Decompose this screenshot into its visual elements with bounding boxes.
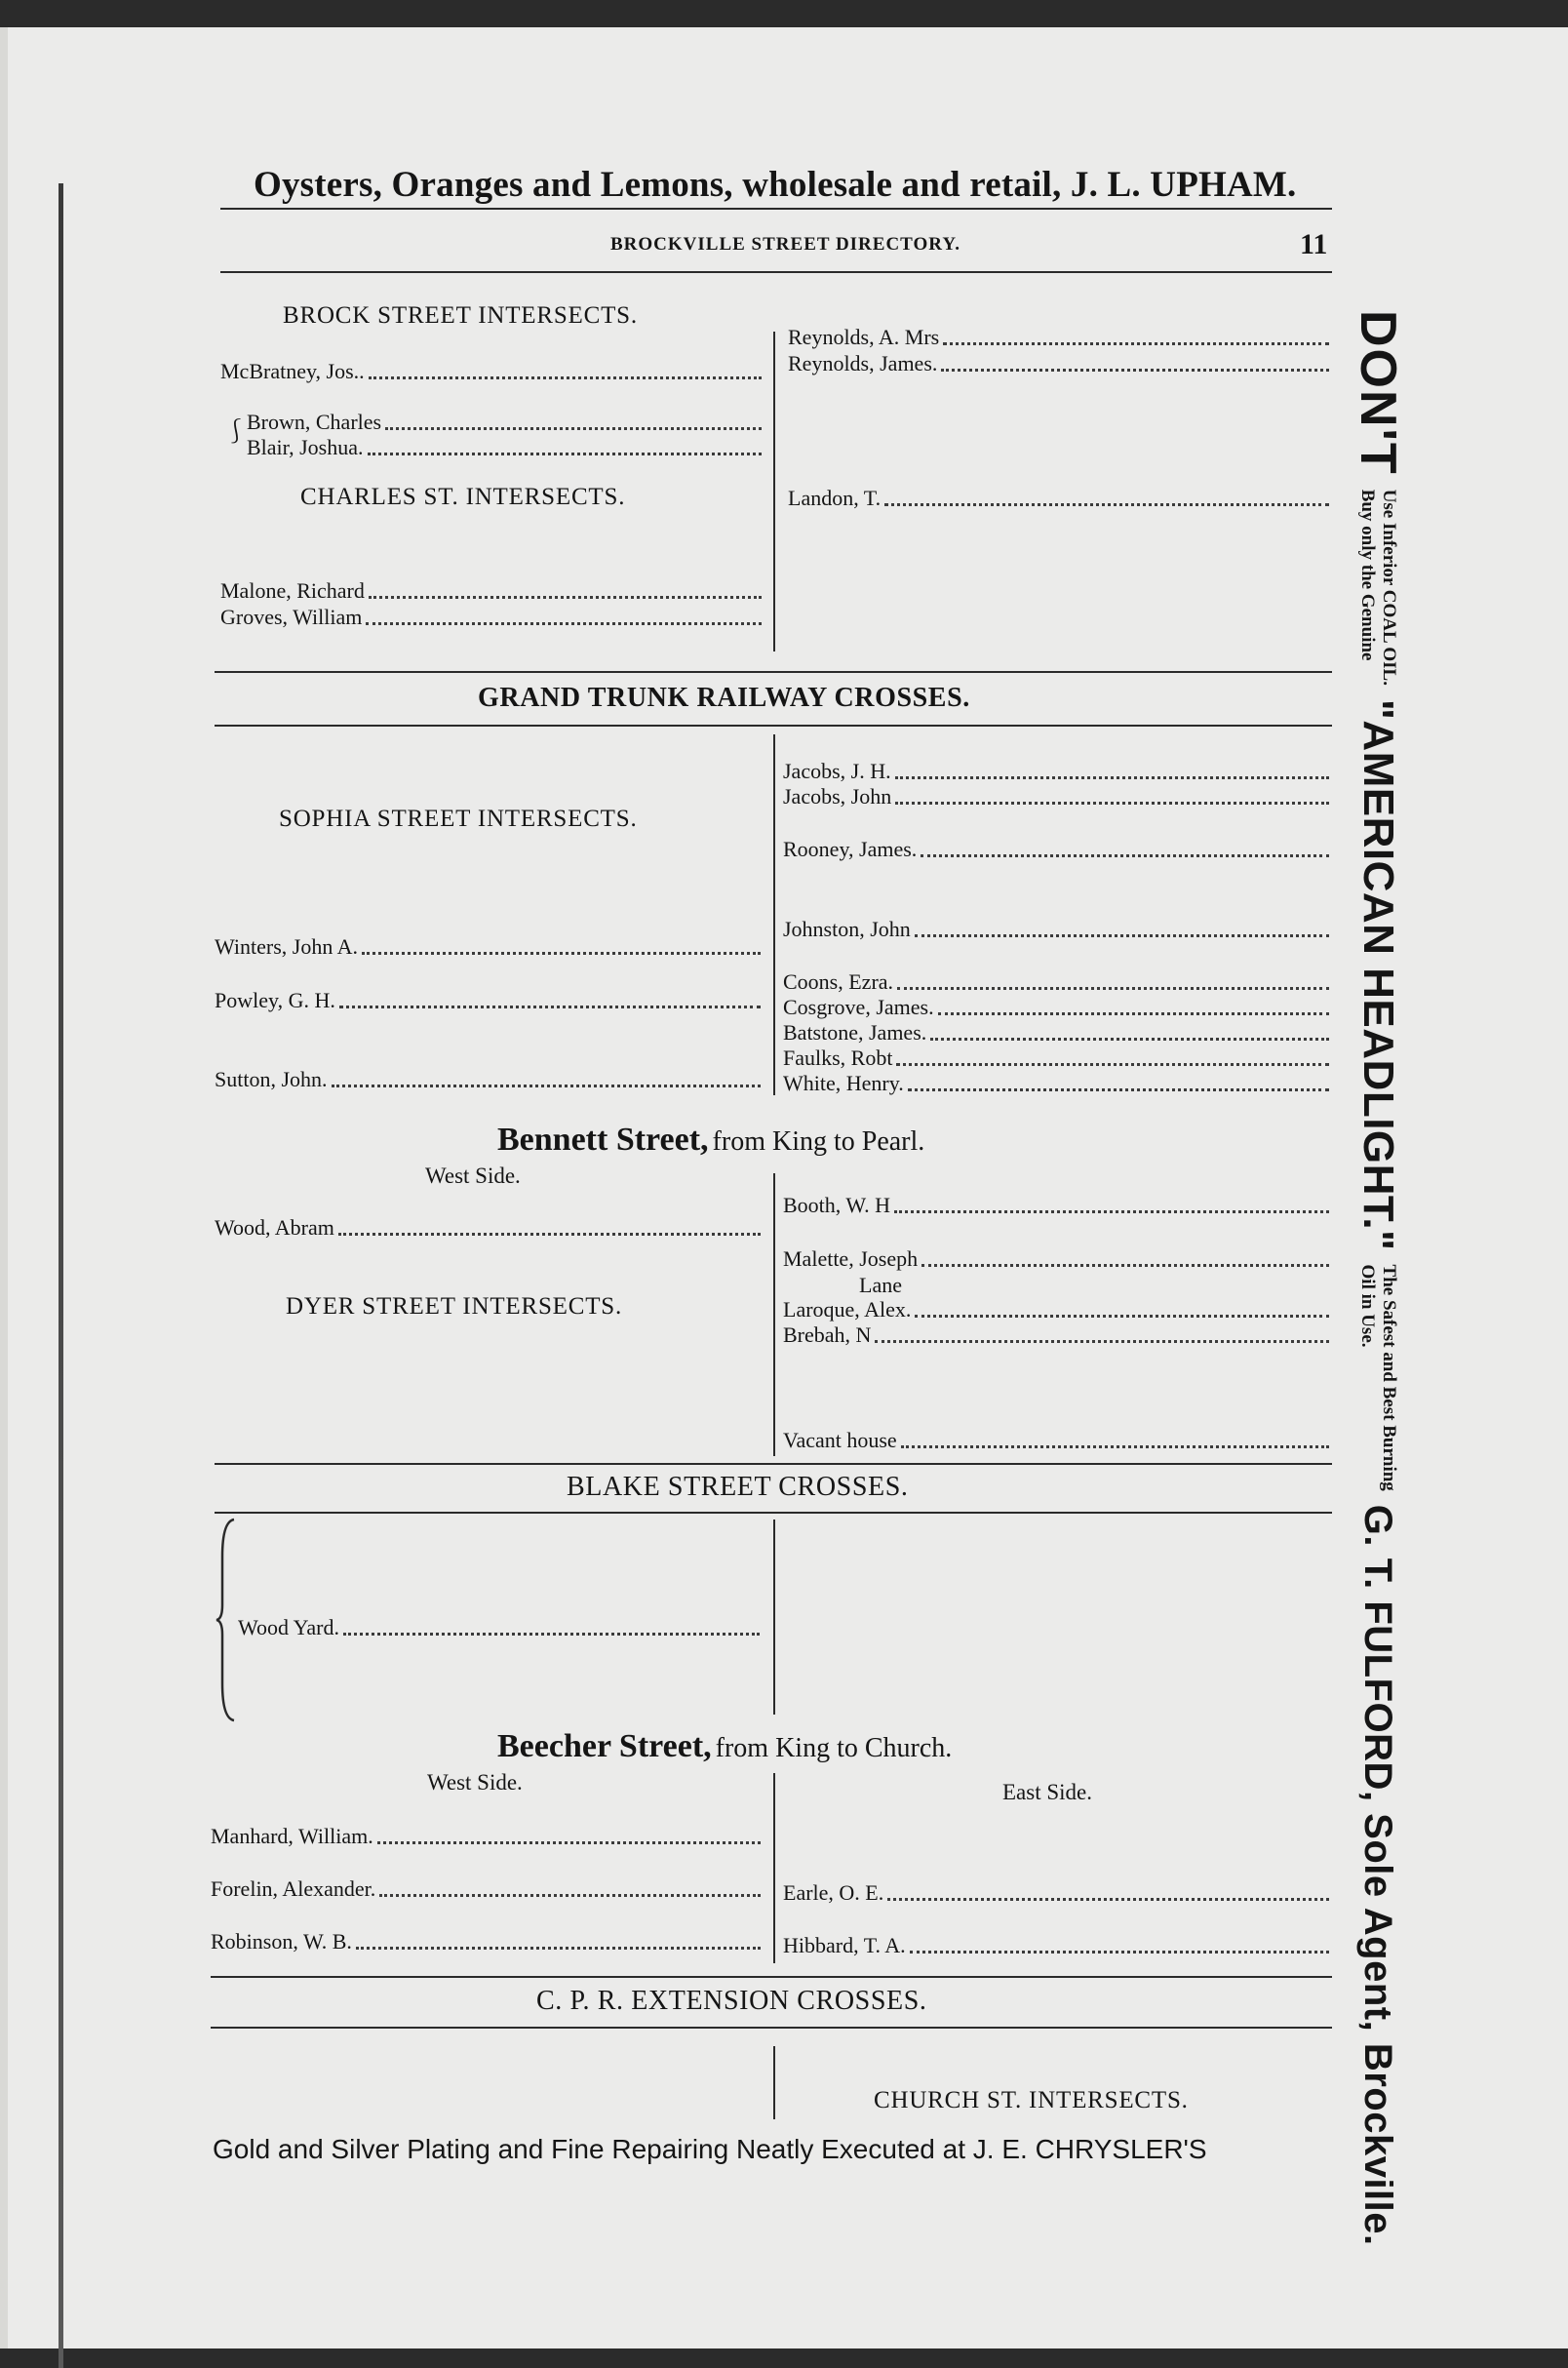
list-item: Brown, Charles — [247, 410, 762, 435]
column-divider — [773, 1173, 775, 1456]
west-side-label: West Side. — [425, 1164, 521, 1188]
section-dyer-street: DYER STREET INTERSECTS. — [286, 1293, 623, 1320]
side-ad-small-2: The Safest and Best Burning Oil in Use. — [1357, 1264, 1399, 1491]
brace-left: ⎰ — [224, 419, 248, 445]
column-divider — [773, 2046, 775, 2119]
page-spine — [59, 183, 63, 2368]
rule — [215, 1463, 1332, 1465]
list-item: Faulks, Robt — [783, 1046, 1329, 1071]
column-divider — [773, 734, 775, 1095]
rule-top — [220, 208, 1332, 210]
list-item: Winters, John A. — [215, 934, 761, 960]
section-cpr-extension: C. P. R. EXTENSION CROSSES. — [536, 1986, 927, 2016]
list-item: Forelin, Alexander. — [211, 1876, 761, 1902]
list-item: Coons, Ezra. — [783, 969, 1329, 995]
list-item: Johnston, John — [783, 917, 1329, 942]
list-item: Groves, William — [220, 605, 762, 630]
directory-page — [0, 27, 1568, 2348]
list-item: Blair, Joshua. — [247, 435, 762, 460]
side-ad-headlight: "AMERICAN HEADLIGHT." — [1354, 698, 1402, 1251]
list-item: Jacobs, John — [783, 784, 1329, 809]
west-side-label: West Side. — [427, 1770, 523, 1795]
list-item: Landon, T. — [788, 486, 1329, 511]
list-item: Vacant house — [783, 1428, 1329, 1453]
list-item: Earle, O. E. — [783, 1880, 1329, 1906]
section-church-street: CHURCH ST. INTERSECTS. — [874, 2087, 1189, 2113]
section-brock-street: BROCK STREET INTERSECTS. — [283, 302, 638, 329]
side-advertisement — [1334, 310, 1422, 2246]
list-item: Sutton, John. — [215, 1067, 761, 1092]
rule — [211, 2027, 1332, 2029]
list-item: Rooney, James. — [783, 837, 1329, 862]
list-item: Manhard, William. — [211, 1824, 761, 1849]
page-number: 11 — [1300, 228, 1328, 260]
street-heading-bennett: Bennett Street, from King to Pearl. — [497, 1122, 925, 1158]
column-divider — [773, 1519, 775, 1715]
rule-under-head — [220, 271, 1332, 273]
column-divider — [773, 332, 775, 651]
list-item: Hibbard, T. A. — [783, 1933, 1329, 1958]
list-item: Laroque, Alex. — [783, 1297, 1329, 1322]
running-head: BROCKVILLE STREET DIRECTORY. — [610, 234, 961, 255]
bottom-advertisement: Gold and Silver Plating and Fine Repairing Neatly Executed at J. E. CHRYSLER'S — [213, 2134, 1207, 2164]
east-side-label: East Side. — [1002, 1780, 1092, 1804]
list-item: Reynolds, James. — [788, 351, 1329, 376]
rule — [215, 1512, 1332, 1514]
list-item: Reynolds, A. Mrs — [788, 325, 1329, 350]
rule — [211, 1976, 1332, 1978]
brace-wood-yard — [215, 1518, 238, 1722]
section-grand-trunk: GRAND TRUNK RAILWAY CROSSES. — [478, 683, 970, 713]
list-item: Cosgrove, James. — [783, 995, 1329, 1020]
section-sophia-street: SOPHIA STREET INTERSECTS. — [279, 806, 638, 832]
list-item: White, Henry. — [783, 1071, 1329, 1096]
rule — [215, 725, 1332, 727]
section-charles-street: CHARLES ST. INTERSECTS. — [300, 484, 626, 510]
section-blake-street: BLAKE STREET CROSSES. — [567, 1472, 909, 1502]
rule — [215, 671, 1332, 673]
side-ad-agent: G. T. FULFORD, Sole Agent, Brockville. — [1356, 1504, 1400, 2246]
list-item: Jacobs, J. H. — [783, 759, 1329, 784]
list-item: Wood Yard. — [238, 1615, 760, 1640]
list-item: Booth, W. H — [783, 1193, 1329, 1218]
list-item: Malette, Joseph — [783, 1246, 1329, 1272]
list-item: Batstone, James. — [783, 1020, 1329, 1046]
column-divider — [773, 1773, 775, 1963]
list-item: Robinson, W. B. — [211, 1929, 761, 1954]
list-item: Wood, Abram — [215, 1215, 761, 1241]
top-advertisement: Oysters, Oranges and Lemons, wholesale and retail, J. L. UPHAM. — [254, 165, 1297, 205]
list-item: Powley, G. H. — [215, 988, 761, 1013]
side-ad-dont: DON'T — [1350, 310, 1406, 476]
list-item: Malone, Richard — [220, 578, 762, 604]
side-ad-small-1: Use Inferior COAL OIL. Buy only the Genuine — [1357, 489, 1399, 686]
lane-label: Lane — [859, 1273, 902, 1297]
street-heading-beecher: Beecher Street, from King to Church. — [497, 1728, 953, 1764]
list-item: Brebah, N — [783, 1322, 1329, 1348]
list-item: McBratney, Jos.. — [220, 359, 762, 384]
